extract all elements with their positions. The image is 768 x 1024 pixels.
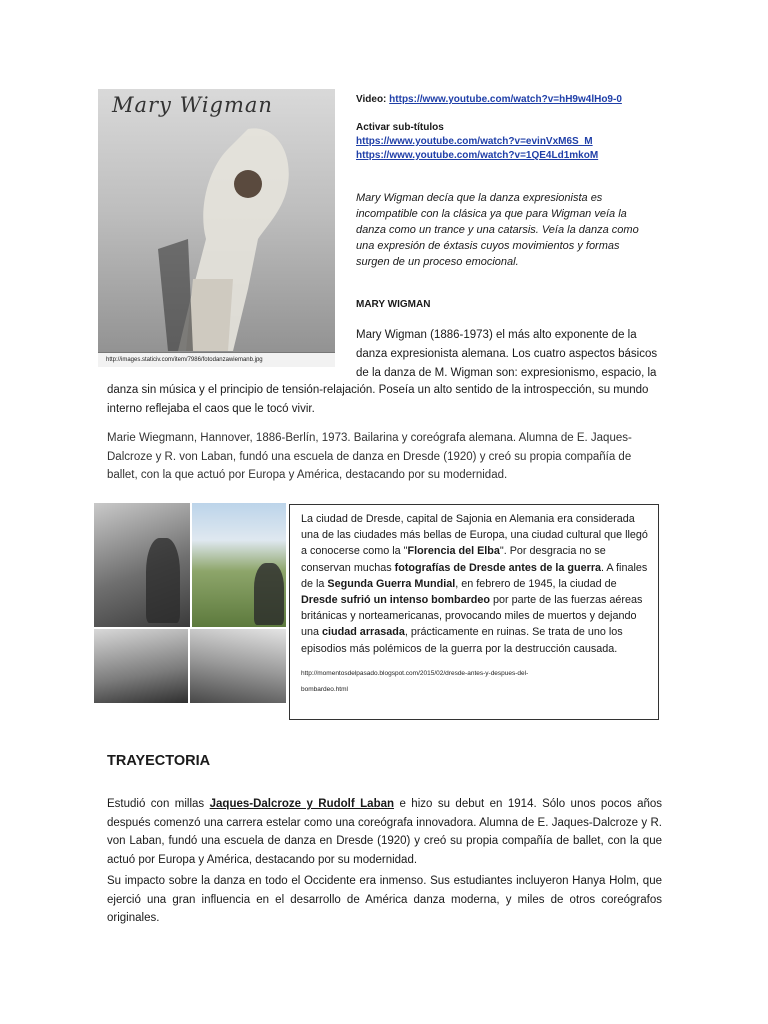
subtitle-link-2-line <box>356 149 598 163</box>
section-heading: MARY WIGMAN <box>356 299 431 310</box>
subtitle-link-1[interactable]: https://www.youtube.com/watch?v=evinVxM6S_M <box>356 136 593 147</box>
portrait-figure <box>98 89 335 367</box>
subtitle-link-2[interactable]: https://www.youtube.com/watch?v=1QE4Ld1mkoM <box>356 150 599 161</box>
dresden-collage <box>94 503 286 703</box>
video-label: Video: <box>356 94 387 105</box>
trayectoria-heading: TRAYECTORIA <box>107 753 211 769</box>
intro-line-2: danza expresionista alemana. Los cuatro aspectos básicos <box>356 348 658 360</box>
portrait-title: Mary Wigman <box>112 93 273 117</box>
dresden-text: La ciudad de Dresde, capital de Sajonia en Alemania era considerada una de las ciudades más bellas de Europa, una ciudad cultural que llegó a conocerse como la "Florencia del Elba". Por desgracia no se conservan muchas fotografías de Dresde antes de la guerra. A finales de la Segunda Guerra Mundial, en febrero de 1945, la ciudad de Dresde sufrió un intenso bombardeo por parte de las fuerzas aéreas británicas y norteamericanas, provocando miles de muertos y dejando una ciudad arrasada, prácticamente en ruinas. Se trata de uno los episodios más polémicos de la guerra por la destrucción causada. <box>301 513 648 655</box>
trayectoria-paragraph-2: Su impacto sobre la danza en todo el Occidente era inmenso. Sus estudiantes incluyeron Hanya Holm, que ejerció una gran influencia en el desarrollo de América danza moderna, y miles de otros coreógrafos originales. <box>107 875 662 924</box>
bio-paragraph: Marie Wiegmann, Hannover, 1886-Berlín, 1973. Bailarina y coreógrafa alemana. Alumna de E. Jaques-Dalcroze y R. von Laban, fundó una escuela de danza en Dresde (1920) y creó su propia compañía de ballet, con la que actuó por Europa y América, destacando por su modernidad. <box>107 432 632 481</box>
dresden-photo-ruins-statue <box>94 503 190 627</box>
dalcroze-laban-link[interactable]: Jaques-Dalcroze y Rudolf Laban <box>209 798 395 810</box>
video-line <box>356 93 622 107</box>
intro-line-3: de la danza de M. Wigman son: expresionismo, espacio, la <box>356 367 657 379</box>
dresden-photo-city-view <box>192 503 286 627</box>
portrait-photo <box>98 89 335 367</box>
intro-line-4: danza sin música y el principio de tensión-relajación. Poseía un alto sentido de la introspección, su mundo <box>107 384 649 396</box>
dresden-photo-destruction <box>190 629 286 703</box>
dresden-info-box <box>289 504 659 720</box>
subtitles-label: Activar sub-títulos <box>356 122 444 133</box>
intro-line-1: Mary Wigman (1886-1973) el más alto exponente de la <box>356 329 637 341</box>
dresden-source-url[interactable]: http://momentosdelpasado.blogspot.com/2015/02/dresde-antes-y-despues-del- bombardeo.html <box>301 669 529 693</box>
portrait-caption-url[interactable]: http://images.staticiv.com/item/7986/fotodanzawiemanb.jpg <box>98 352 335 367</box>
video-link[interactable]: https://www.youtube.com/watch?v=hH9w4lHo9-0 <box>389 94 622 105</box>
dresden-photo-bombing <box>94 629 188 703</box>
intro-line-5: interno reflejaba el caos que le tocó vivir. <box>107 403 315 415</box>
subtitle-link-1-line <box>356 135 593 149</box>
wigman-quote: Mary Wigman decía que la danza expresionista es incompatible con la clásica ya que para Wigman veía la danza como un trance y una catarsis. Veía la danza como una expresión de éxtasis cuyos movimientos y formas surgen de un proceso emocional. <box>356 192 639 268</box>
trayectoria-paragraph-1: Estudió con millas Jaques-Dalcroze y Rudolf Laban e hizo su debut en 1914. Sólo unos pocos años después comenzó una carrera estelar como una coreógrafa innovadora. Alumna de E. Jaques-Dalcroze y R. von Laban, fundó una escuela de danza en Dresde (1920) y creó su propia compañía de ballet, con la que actuó por Europa y América, destacando por su modernidad. <box>107 798 663 866</box>
